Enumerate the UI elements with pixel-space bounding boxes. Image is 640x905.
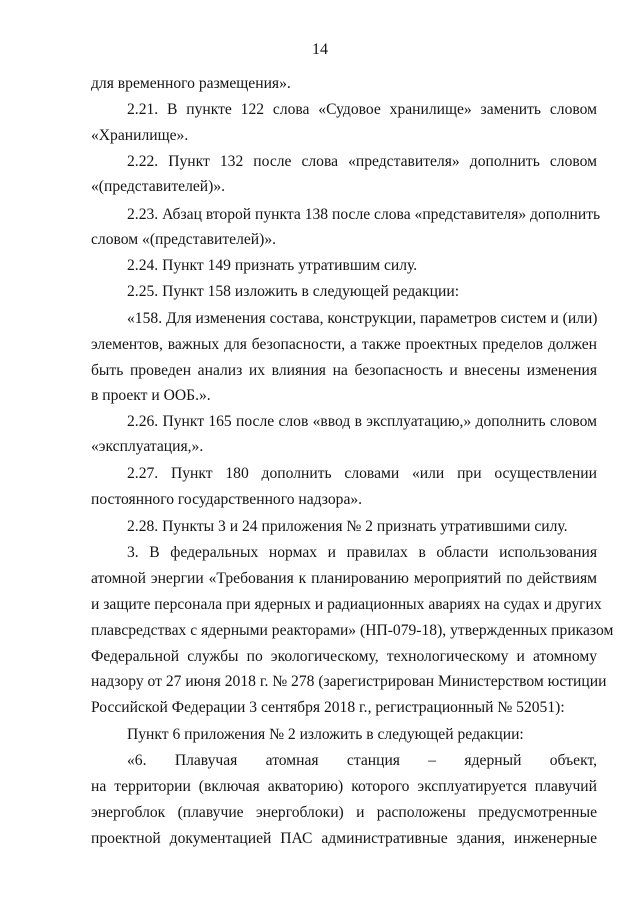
text-line: «6. Плавучая атомная станция – ядерный объект, <box>127 752 597 769</box>
text-line: надзору от 27 июня 2018 г. № 278 (зарегистрирован Министерством юстиции <box>91 673 607 690</box>
text-line: 2.22. Пункт 132 после слова «представителя» дополнить словом <box>127 153 597 170</box>
text-line: для временного размещения». <box>91 75 291 92</box>
text-line: 2.27. Пункт 180 дополнить словами «или при осуществлении <box>127 465 597 482</box>
text-line: «Хранилище». <box>91 127 189 144</box>
text-line: Федеральной службы по экологическому, технологическому и атомному <box>91 648 597 665</box>
text-line: «158. Для изменения состава, конструкции, параметров систем и (или) <box>127 310 598 327</box>
text-line: постоянного государственного надзора». <box>91 491 363 508</box>
text-line: «(представителей)». <box>91 178 226 195</box>
text-line: Пункт 6 приложения № 2 изложить в следующей редакции: <box>127 726 524 743</box>
text-line: 2.21. В пункте 122 слова «Судовое хранилище» заменить словом <box>127 101 597 118</box>
text-line: проектной документацией ПАС административные здания, инженерные <box>91 830 597 847</box>
text-line: в проект и ООБ.». <box>91 387 211 404</box>
text-line: 2.23. Абзац второй пункта 138 после слова «представителя» дополнить <box>127 206 601 223</box>
text-line: 3. В федеральных нормах и правилах в области использования <box>127 544 597 561</box>
text-line: атомной энергии «Требования к планированию мероприятий по действиям <box>91 570 597 587</box>
text-line: 2.25. Пункт 158 изложить в следующей редакции: <box>127 283 460 300</box>
text-line: 2.26. Пункт 165 после слов «ввод в эксплуатацию,» дополнить словом <box>127 413 597 430</box>
text-line: «эксплуатация,». <box>91 438 204 455</box>
text-line: словом «(представителей)». <box>91 231 277 248</box>
text-line: 2.24. Пункт 149 признать утратившим силу. <box>127 257 418 274</box>
text-line: Российской Федерации 3 сентября 2018 г., регистрационный № 52051): <box>91 699 565 716</box>
text-line: на территории (включая акваторию) которого эксплуатируется плавучий <box>91 778 597 795</box>
text-line: и защите персонала при ядерных и радиационных авариях на судах и других <box>91 596 602 613</box>
text-line: элементов, важных для безопасности, а также проектных пределов должен <box>91 336 597 353</box>
text-line: 2.28. Пункты 3 и 24 приложения № 2 признать утратившими силу. <box>127 518 568 535</box>
text-line: плавсредствах с ядерными реакторами» (НП-079-18), утвержденных приказом <box>91 622 614 639</box>
text-line: быть проведен анализ их влияния на безопасность и внесены изменения <box>91 362 597 379</box>
page-number: 14 <box>312 41 328 58</box>
text-line: энергоблок (плавучие энергоблоки) и расположены предусмотренные <box>91 804 597 821</box>
